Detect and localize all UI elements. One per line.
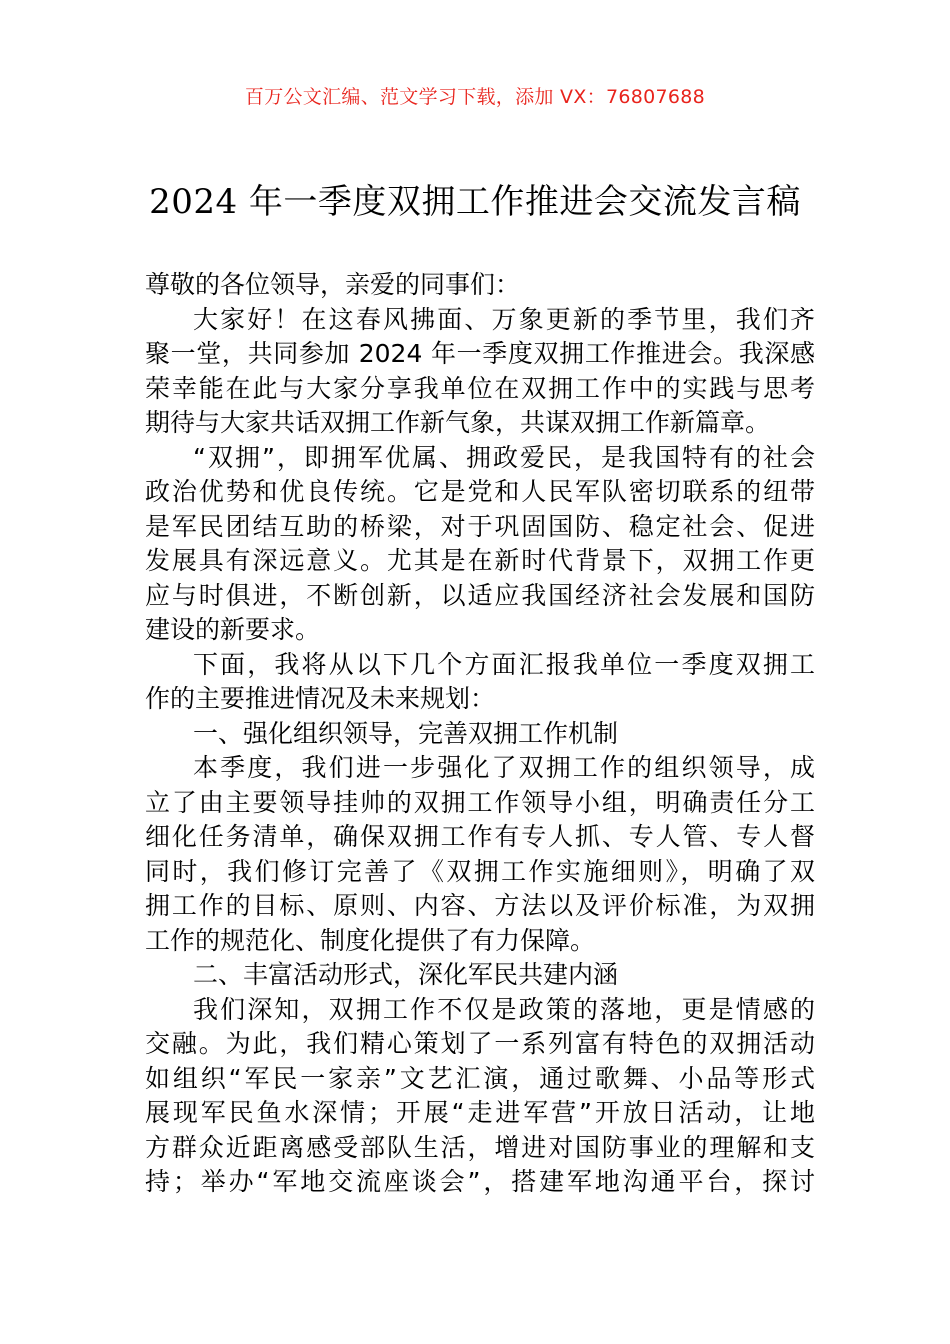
body-line: 细化任务清单，确保双拥工作有专人抓、专人管、专人督 (145, 822, 815, 851)
section-heading: 二、丰富活动形式，深化军民共建内涵 (193, 960, 619, 989)
body-line: 方群众近距离感受部队生活，增进对国防事业的理解和支 (145, 1132, 815, 1162)
body-line: 工作的规范化、制度化提供了有力保障。 (145, 925, 596, 955)
body-line: 政治优势和优良传统。它是党和人民军队密切联系的纽带 (145, 477, 815, 506)
body-line: 荣幸能在此与大家分享我单位在双拥工作中的实践与思考 (145, 373, 815, 403)
body-line: 是军民团结互助的桥梁，对于巩固国防、稳定社会、促进 (145, 511, 815, 541)
body-line: 建设的新要求。 (145, 615, 321, 644)
document-title: 2024 年一季度双拥工作推进会交流发言稿 (149, 182, 801, 222)
document-body (145, 268, 815, 1200)
body-line: “双拥”，即拥军优属、拥政爱民，是我国特有的社会 (193, 442, 815, 472)
body-line: 大家好！在这春风拂面、万象更新的季节里，我们齐 (193, 304, 815, 334)
header-note: 百万公文汇编、范文学习下载，添加 VX：76807688 (244, 86, 706, 108)
body-line: 应与时俱进，不断创新，以适应我国经济社会发展和国防 (145, 580, 815, 610)
body-line: 同时，我们修订完善了《双拥工作实施细则》，明确了双 (145, 856, 815, 886)
body-line: 拥工作的目标、原则、内容、方法以及评价标准，为双拥 (145, 891, 815, 920)
body-line: 如组织“军民一家亲”文艺汇演，通过歌舞、小品等形式 (145, 1063, 815, 1093)
body-line: 作的主要推进情况及未来规划： (145, 684, 496, 713)
body-line: 发展具有深远意义。尤其是在新时代背景下，双拥工作更 (145, 546, 815, 575)
body-line: 展现军民鱼水深情；开展“走进军营”开放日活动，让地 (145, 1098, 815, 1127)
body-line: 本季度，我们进一步强化了双拥工作的组织领导，成 (193, 753, 815, 782)
body-line: 持；举办“军地交流座谈会”，搭建军地沟通平台，探讨 (145, 1167, 815, 1196)
body-line: 尊敬的各位领导，亲爱的同事们： (145, 270, 521, 299)
body-line: 下面，我将从以下几个方面汇报我单位一季度双拥工 (193, 649, 815, 679)
body-line: 期待与大家共话双拥工作新气象，共谋双拥工作新篇章。 (145, 408, 771, 437)
body-line: 交融。为此，我们精心策划了一系列富有特色的双拥活动 (145, 1029, 815, 1058)
body-line: 立了由主要领导挂帅的双拥工作领导小组，明确责任分工 (145, 787, 815, 817)
body-line: 我们深知，双拥工作不仅是政策的落地，更是情感的 (193, 994, 815, 1024)
body-line: 聚一堂，共同参加 2024 年一季度双拥工作推进会。我深感 (145, 339, 815, 368)
section-heading: 一、强化组织领导，完善双拥工作机制 (193, 718, 619, 748)
